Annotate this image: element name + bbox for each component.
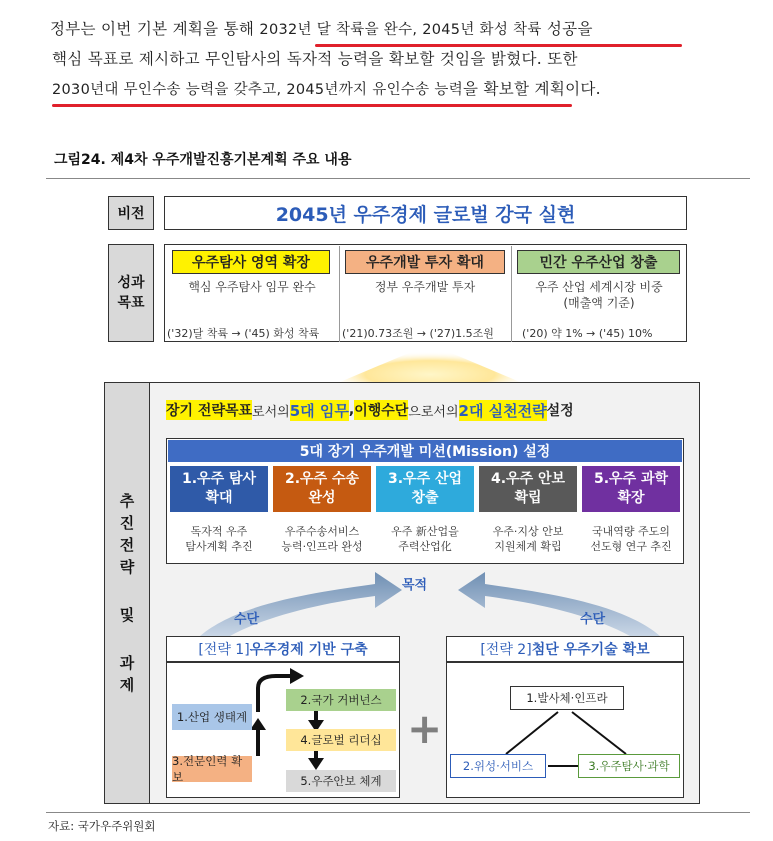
vision-text: 2045년 우주경제 글로벌 강국 실현 bbox=[275, 203, 576, 226]
mission-box-industry: 3.우주 산업 창출 bbox=[376, 466, 474, 512]
strategy1-chip-security: 5.우주안보 체계 bbox=[286, 770, 396, 792]
goal-sub-investment: 정부 우주개발 투자 bbox=[374, 280, 476, 294]
paragraph-line-3: 2030년대 무인수송 능력을 갖추고, 2045년까지 유인수송 능력을 확보할 계획이다. bbox=[52, 80, 601, 98]
glow-up-arrow bbox=[330, 342, 530, 382]
goal-sub2-industry: (매출액 기준) bbox=[563, 296, 635, 310]
goal-title-industry: 민간 우주산업 창출 bbox=[517, 250, 680, 274]
red-underline-2 bbox=[52, 104, 572, 107]
goal-foot-industry: ('20) 약 1% → ('45) 10% bbox=[522, 327, 653, 340]
mission-desc-science: 국내역량 주도의 선도형 연구 추진 bbox=[590, 525, 672, 553]
mission-desc-transport: 우주수송서비스 능력·인프라 완성 bbox=[281, 525, 363, 553]
strategy-banner: 장기 전략목표 로서의 5대 임무 , 이행수단 으로서의 2대 실천전략 설정 bbox=[166, 401, 574, 420]
goal-divider-1 bbox=[339, 246, 340, 342]
strategy2-chip-exploration: 3.우주탐사·과학 bbox=[578, 754, 680, 778]
strategy1-chip-leadership: 4.글로벌 리더십 bbox=[286, 729, 396, 751]
means-label-right: 수단 bbox=[580, 612, 606, 627]
red-underline-1 bbox=[315, 44, 682, 47]
strategy1-head: [전략 1] 우주경제 기반 구축 bbox=[166, 636, 400, 662]
goal-divider-2 bbox=[511, 246, 512, 342]
plus-sign: + bbox=[407, 704, 443, 753]
goal-sub-exploration: 핵심 우주탐사 임무 완수 bbox=[188, 280, 316, 294]
paragraph-line-1: 정부는 이번 기본 계획을 통해 2032년 달 착륙을 완수, 2045년 화성 착륙 성공을 bbox=[50, 20, 593, 38]
strategy1-chip-talent: 3.전문인력 확보 bbox=[172, 756, 252, 782]
paragraph-line-2: 핵심 목표로 제시하고 무인탐사의 독자적 능력을 확보할 것임을 밝혔다. 또한 bbox=[52, 50, 578, 68]
mission-desc-security: 우주·지상 안보 지원체계 확립 bbox=[492, 525, 564, 553]
highlight-transport: 2030년대 무인수송 능력을 갖추고, 2045년까지 유인수송 능력 bbox=[52, 82, 464, 98]
mission-box-transport: 2.우주 수송 완성 bbox=[273, 466, 371, 512]
goals-label: 성과 목표 bbox=[108, 244, 154, 342]
strategy2-chip-launch: 1.발사체·인프라 bbox=[510, 686, 624, 710]
strategy1-chip-governance: 2.국가 거버넌스 bbox=[286, 689, 396, 711]
goal-title-exploration: 우주탐사 영역 확장 bbox=[172, 250, 330, 274]
goal-foot-exploration: ('32)달 착륙 → ('45) 화성 착륙 bbox=[167, 327, 320, 340]
mission-desc-industry: 우주 新산업을 주력산업化 bbox=[391, 525, 459, 553]
title-rule bbox=[46, 178, 750, 179]
mission-head: 5대 장기 우주개발 미션(Mission) 설정 bbox=[168, 440, 682, 462]
strategy2-head: [전략 2] 첨단 우주기술 확보 bbox=[446, 636, 684, 662]
mission-box-exploration: 1.우주 탐사 확대 bbox=[170, 466, 268, 512]
left-curved-arrow bbox=[200, 572, 402, 636]
mission-box-security: 4.우주 안보 확립 bbox=[479, 466, 577, 512]
strategy1-chip-industry: 1.산업 생태계 bbox=[172, 704, 252, 730]
goal-foot-investment: ('21)0.73조원 → ('27)1.5조원 bbox=[342, 327, 494, 340]
highlight-moon-mars: 2032년 달 착륙을 완수, 2045년 화성 착륙 bbox=[259, 22, 542, 38]
means-label-left: 수단 bbox=[234, 612, 260, 627]
bottom-rule bbox=[46, 812, 750, 813]
vision-box bbox=[164, 196, 687, 230]
goal-sub-industry: 우주 산업 세계시장 비중 bbox=[535, 280, 663, 294]
purpose-label: 목적 bbox=[402, 578, 428, 593]
tasks-label: 추 진 전 략 및 과 제 bbox=[104, 382, 150, 804]
vision-label: 비전 bbox=[108, 196, 154, 230]
mission-desc-exploration: 독자적 우주 탐사계획 추진 bbox=[185, 525, 253, 553]
strategy2-chip-satellite: 2.위성·서비스 bbox=[450, 754, 546, 778]
right-curved-arrow bbox=[458, 572, 660, 636]
source-note: 자료: 국가우주위원회 bbox=[48, 819, 156, 833]
figure-title: 그림24. 제4차 우주개발진흥기본계획 주요 내용 bbox=[54, 152, 352, 168]
goal-title-investment: 우주개발 투자 확대 bbox=[345, 250, 505, 274]
mission-box-science: 5.우주 과학 확장 bbox=[582, 466, 680, 512]
